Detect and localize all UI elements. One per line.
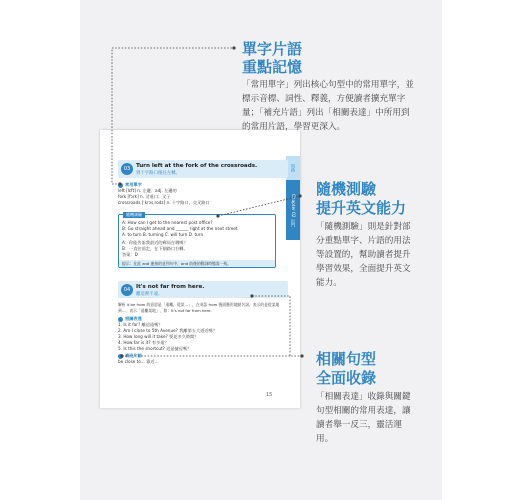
vocab-label: 常用單字 bbox=[118, 182, 142, 188]
related-line: 4. How far is it? 有多遠？ bbox=[118, 340, 169, 345]
note-line: 解析 it be from 的意思是「遠離，從某…」，在英語 from 後面應用地點名詞，表示的是從某地 bbox=[118, 302, 280, 307]
side-tab-label: Chapter 02 出門 bbox=[291, 194, 296, 228]
section-2-number: 04 bbox=[121, 284, 133, 296]
section-2-heading bbox=[118, 281, 288, 298]
callout-2-title-line1: 隨機測驗 bbox=[316, 180, 377, 198]
related-line: 3. How long will it take? 要花多久時間？ bbox=[118, 334, 199, 339]
quiz-line: B：一直往前走，在下個路口右轉。 bbox=[122, 246, 188, 251]
vocab-line: left [lɛft] n. 左邊；adj. 左邊的 bbox=[118, 188, 177, 193]
vocab-line: fork [fɔrk] n. 岔道口；叉子 bbox=[118, 194, 171, 199]
related-bullet-icon bbox=[118, 317, 123, 322]
quiz-label: 隨機測驗 bbox=[123, 212, 145, 218]
note-line: 到…，表示「遠離某地」，如：It's not far from here. bbox=[118, 308, 212, 313]
book-page bbox=[100, 130, 300, 408]
quiz-line: A：你能告訴我最近的郵局在哪嗎？ bbox=[122, 240, 188, 245]
vocab-line: crossroads [ˈkrɔs,rodz] n. 十字路口，交叉路口 bbox=[118, 200, 210, 205]
callout-3-body: 「相關表達」收錄與關鍵句型相關的常用表達，讓讀者舉一反三，靈活運用。 bbox=[316, 392, 411, 444]
callout-3-title-line1: 相關句型 bbox=[316, 350, 377, 368]
callout-3-title-line2: 全面收錄 bbox=[316, 369, 377, 387]
quiz-line: A. to turn B. turning C. will turn D. turn bbox=[122, 232, 204, 237]
quiz-line: A: How can I get to the nearest post office? bbox=[122, 220, 213, 225]
quiz-footer bbox=[119, 260, 275, 267]
phrase-bullet-icon bbox=[118, 354, 123, 359]
section-2-heading-zh: 離這裡不遠。 bbox=[136, 292, 163, 297]
related-label: 相關表達 bbox=[118, 316, 142, 322]
section-2-heading-en: It's not far from here. bbox=[136, 284, 205, 290]
phrase-label: 補充片語 bbox=[118, 353, 142, 359]
related-line: 2. Am I close to 5th Avenue? 我離第五大道近嗎？ bbox=[118, 328, 217, 333]
callout-1-body: 「常用單字」列出核心句型中的常用單字，並標示音標、詞性、釋義，方便讀者擴充單字量；「補充片語」列出「相關表達」中所用到的常用片語，學習更深入。 bbox=[242, 80, 414, 132]
side-tab-top: 問路 bbox=[286, 156, 300, 180]
related-line: 5. Is this the shortcut? 這是捷徑嗎？ bbox=[118, 346, 192, 351]
page-number: 15 bbox=[266, 392, 273, 398]
section-1-number: 03 bbox=[121, 163, 133, 175]
quiz-line: B: Go straight ahead and ______ right at the next street. bbox=[122, 226, 239, 231]
quiz-answer: 答案：D bbox=[122, 252, 138, 257]
callout-2-body: 「隨機測驗」則是針對部分重點單字、片語的用法等設置的，幫助讀者提升學習效果，全面提升英文能力。 bbox=[316, 222, 411, 288]
section-1-heading bbox=[118, 160, 288, 178]
section-1-heading-en: Turn left at the fork of the crossroads. bbox=[136, 163, 258, 169]
callout-1-title-line1: 單字片語 bbox=[242, 40, 303, 58]
callout-2-title-line2: 提升英文能力 bbox=[316, 199, 407, 217]
phrase-line: be close to... 靠近… bbox=[118, 359, 159, 364]
vocab-bullet-icon bbox=[118, 183, 123, 188]
quiz-hint: 提示：在此 and 連接的並列句中，and 前後的動詞時態需一致。 bbox=[122, 261, 232, 266]
related-line: 1. Is it far? 離這遠嗎？ bbox=[118, 322, 163, 327]
callout-1-title-line2: 重點記憶 bbox=[242, 58, 303, 76]
section-1-heading-zh: 到十字路口後往左轉。 bbox=[136, 171, 180, 176]
quiz-box bbox=[118, 214, 276, 268]
